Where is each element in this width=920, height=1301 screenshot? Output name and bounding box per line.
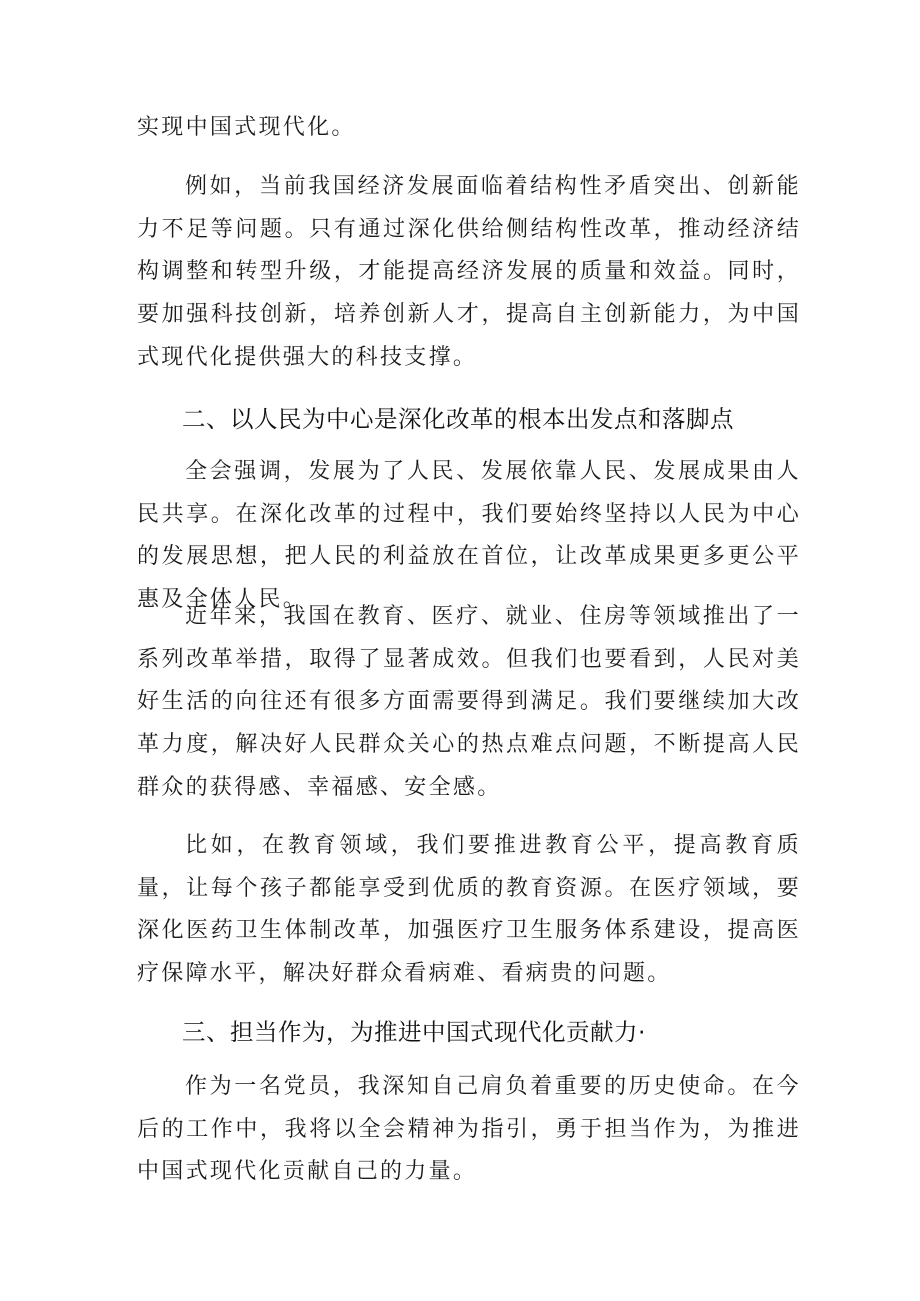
- paragraph-education-healthcare: 比如，在教育领域，我们要推进教育公平，提高教育质量，让每个孩子都能享受到优质的教育资源。在医疗领域，要深化医药卫生体制改革，加强医疗卫生服务体系建设，提高医疗保障水平，解决好群众看病难、看病贵的问题。: [137, 833, 801, 987]
- paragraph-continuation: 实现中国式现代化。: [137, 115, 356, 140]
- paragraph-plenary-emphasis: 全会强调，发展为了人民、发展依靠人民、发展成果由人民共享。在深化改革的过程中，我们要始终坚持以人民为中心的发展思想，把人民的利益放在首位，让改革成果更多更公平惠及全体人民。: [137, 459, 801, 613]
- paragraph-recent-reforms: 近年来，我国在教育、医疗、就业、住房等领域推出了一系列改革举措，取得了显著成效。但我们也要看到，人民对美好生活的向往还有很多方面需要得到满足。我们要继续加大改革力度，解决好人民群众关心的热点难点问题，不断提高人民群众的获得感、幸福感、安全感。: [137, 604, 801, 800]
- section-heading-take-responsibility: 三、担当作为，为推进中国式现代化贡献力·: [182, 1018, 646, 1046]
- paragraph-economic-example: 例如，当前我国经济发展面临着结构性矛盾突出、创新能力不足等问题。只有通过深化供给侧结构性改革，推动经济结构调整和转型升级，才能提高经济发展的质量和效益。同时，要加强科技创新，培养创新人才，提高自主创新能力，为中国式现代化提供强大的科技支撑。: [137, 174, 801, 370]
- paragraph-party-member-mission: 作为一名党员，我深知自己肩负着重要的历史使命。在今后的工作中，我将以全会精神为指引，勇于担当作为，为推进中国式现代化贡献自己的力量。: [137, 1074, 801, 1185]
- section-heading-people-centered: 二、以人民为中心是深化改革的根本出发点和落脚点: [182, 405, 734, 433]
